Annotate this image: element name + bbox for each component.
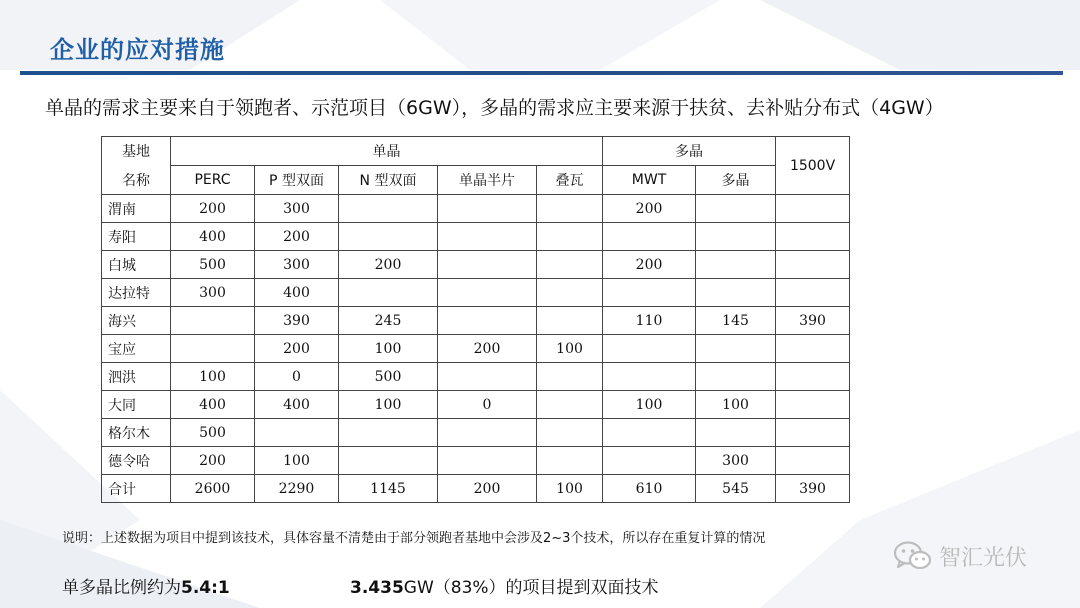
watermark <box>893 540 1027 572</box>
table-cell <box>438 363 537 391</box>
capacity-table <box>101 136 850 503</box>
table-cell: 400 <box>171 391 255 419</box>
table-cell: 100 <box>171 363 255 391</box>
subtitle: 单晶的需求主要来自于领跑者、示范项目（6GW），多晶的需求应主要来源于扶贫、去补贴分布式（4GW） <box>45 97 944 119</box>
table-cell <box>603 419 696 447</box>
table-cell <box>339 279 438 307</box>
table-cell <box>696 335 776 363</box>
table-cell <box>537 363 603 391</box>
table-cell <box>537 307 603 335</box>
table-cell <box>776 251 850 279</box>
bifacial-text: GW（83%）的项目提到双面技术 <box>403 578 659 598</box>
table-cell <box>438 447 537 475</box>
table-cell: 545 <box>696 475 776 503</box>
column-header-1500v: 1500V <box>776 137 850 195</box>
table-cell: 110 <box>603 307 696 335</box>
page-title: 企业的应对措施 <box>50 36 225 64</box>
table-cell <box>438 419 537 447</box>
table-cell <box>537 195 603 223</box>
table-row <box>102 335 850 363</box>
table-cell <box>339 223 438 251</box>
ratio-label: 单多晶比例约为 <box>62 578 181 598</box>
table-cell <box>776 223 850 251</box>
table-cell <box>776 363 850 391</box>
bifacial-summary <box>350 573 659 598</box>
table-header-row <box>102 137 850 166</box>
table-cell <box>438 195 537 223</box>
bifacial-value: 3.435 <box>350 578 404 598</box>
row-name: 达拉特 <box>102 279 171 307</box>
row-name: 海兴 <box>102 307 171 335</box>
table-cell <box>255 419 339 447</box>
table-cell <box>696 363 776 391</box>
table-cell: 500 <box>171 251 255 279</box>
table-cell <box>603 279 696 307</box>
table-cell <box>776 447 850 475</box>
table-cell: 100 <box>255 447 339 475</box>
table-cell <box>537 419 603 447</box>
table-cell: 145 <box>696 307 776 335</box>
table-cell: 200 <box>255 335 339 363</box>
group-header-mono: 单晶 <box>171 137 603 166</box>
column-header: MWT <box>603 166 696 195</box>
row-name: 渭南 <box>102 195 171 223</box>
table-cell <box>438 251 537 279</box>
row-name: 寿阳 <box>102 223 171 251</box>
table-cell <box>438 223 537 251</box>
table-cell <box>171 335 255 363</box>
table-cell <box>171 307 255 335</box>
column-header: 单晶半片 <box>438 166 537 195</box>
row-name: 德令哈 <box>102 447 171 475</box>
table-cell <box>537 279 603 307</box>
table-row <box>102 307 850 335</box>
table-row <box>102 363 850 391</box>
table-cell <box>339 195 438 223</box>
ratio-summary <box>62 573 230 598</box>
table-cell <box>776 195 850 223</box>
table-cell <box>603 223 696 251</box>
table-cell: 500 <box>339 363 438 391</box>
table-row <box>102 251 850 279</box>
column-header: P 型双面 <box>255 166 339 195</box>
table-cell <box>696 279 776 307</box>
table-cell: 300 <box>255 251 339 279</box>
table-cell <box>776 279 850 307</box>
table-row <box>102 475 850 503</box>
table-row <box>102 223 850 251</box>
watermark-text: 智汇光伏 <box>939 545 1028 571</box>
table-cell: 200 <box>603 195 696 223</box>
row-name: 宝应 <box>102 335 171 363</box>
table-cell: 610 <box>603 475 696 503</box>
table-cell: 390 <box>776 475 850 503</box>
table-cell: 400 <box>255 391 339 419</box>
table-row <box>102 391 850 419</box>
table-cell: 300 <box>696 447 776 475</box>
table-cell <box>776 419 850 447</box>
table-cell: 1145 <box>339 475 438 503</box>
table-cell <box>696 251 776 279</box>
table-cell: 245 <box>339 307 438 335</box>
column-header: N 型双面 <box>339 166 438 195</box>
title-divider <box>20 71 1063 75</box>
table-cell <box>339 419 438 447</box>
table-cell <box>776 391 850 419</box>
table-cell: 2600 <box>171 475 255 503</box>
table-cell <box>537 251 603 279</box>
table-cell: 200 <box>171 195 255 223</box>
table-row <box>102 447 850 475</box>
table-footnote: 说明：上述数据为项目中提到该技术，具体容量不清楚由于部分领跑者基地中会涉及2~3个技术，所以存在重复计算的情况 <box>62 531 766 546</box>
table-cell: 200 <box>438 335 537 363</box>
group-header-multi: 多晶 <box>603 137 776 166</box>
table-cell: 200 <box>438 475 537 503</box>
table-cell: 300 <box>255 195 339 223</box>
table-row <box>102 195 850 223</box>
table-cell <box>438 307 537 335</box>
table-cell: 500 <box>171 419 255 447</box>
table-cell <box>696 195 776 223</box>
table-cell: 200 <box>603 251 696 279</box>
table-cell <box>537 391 603 419</box>
wechat-icon <box>893 540 933 572</box>
table-cell: 100 <box>696 391 776 419</box>
table-cell: 100 <box>339 391 438 419</box>
table-cell: 100 <box>537 475 603 503</box>
table-cell <box>339 447 438 475</box>
table-cell <box>537 447 603 475</box>
row-name: 泗洪 <box>102 363 171 391</box>
table-cell <box>776 335 850 363</box>
table-cell: 390 <box>255 307 339 335</box>
base-header-bottom: 名称 <box>102 166 171 195</box>
table-cell: 200 <box>255 223 339 251</box>
row-name: 白城 <box>102 251 171 279</box>
row-name: 大同 <box>102 391 171 419</box>
table-row <box>102 279 850 307</box>
row-name: 合计 <box>102 475 171 503</box>
table-row <box>102 419 850 447</box>
table-cell <box>696 223 776 251</box>
table-cell: 400 <box>171 223 255 251</box>
table-cell: 400 <box>255 279 339 307</box>
table-cell <box>603 447 696 475</box>
table-cell <box>603 363 696 391</box>
table-cell: 100 <box>537 335 603 363</box>
table-cell: 300 <box>171 279 255 307</box>
column-header: 叠瓦 <box>537 166 603 195</box>
table-cell: 100 <box>603 391 696 419</box>
row-name: 格尔木 <box>102 419 171 447</box>
base-header-top: 基地 <box>102 137 171 166</box>
table-cell <box>696 419 776 447</box>
column-header: 多晶 <box>696 166 776 195</box>
column-header: PERC <box>171 166 255 195</box>
table-cell <box>537 223 603 251</box>
table-cell <box>603 335 696 363</box>
table-cell: 100 <box>339 335 438 363</box>
table-cell: 2290 <box>255 475 339 503</box>
table-subheader-row <box>102 166 850 195</box>
table-cell <box>438 279 537 307</box>
table-cell: 200 <box>171 447 255 475</box>
table-cell: 200 <box>339 251 438 279</box>
table-cell: 0 <box>255 363 339 391</box>
ratio-value: 5.4:1 <box>181 578 230 598</box>
table-cell: 0 <box>438 391 537 419</box>
table-cell: 390 <box>776 307 850 335</box>
